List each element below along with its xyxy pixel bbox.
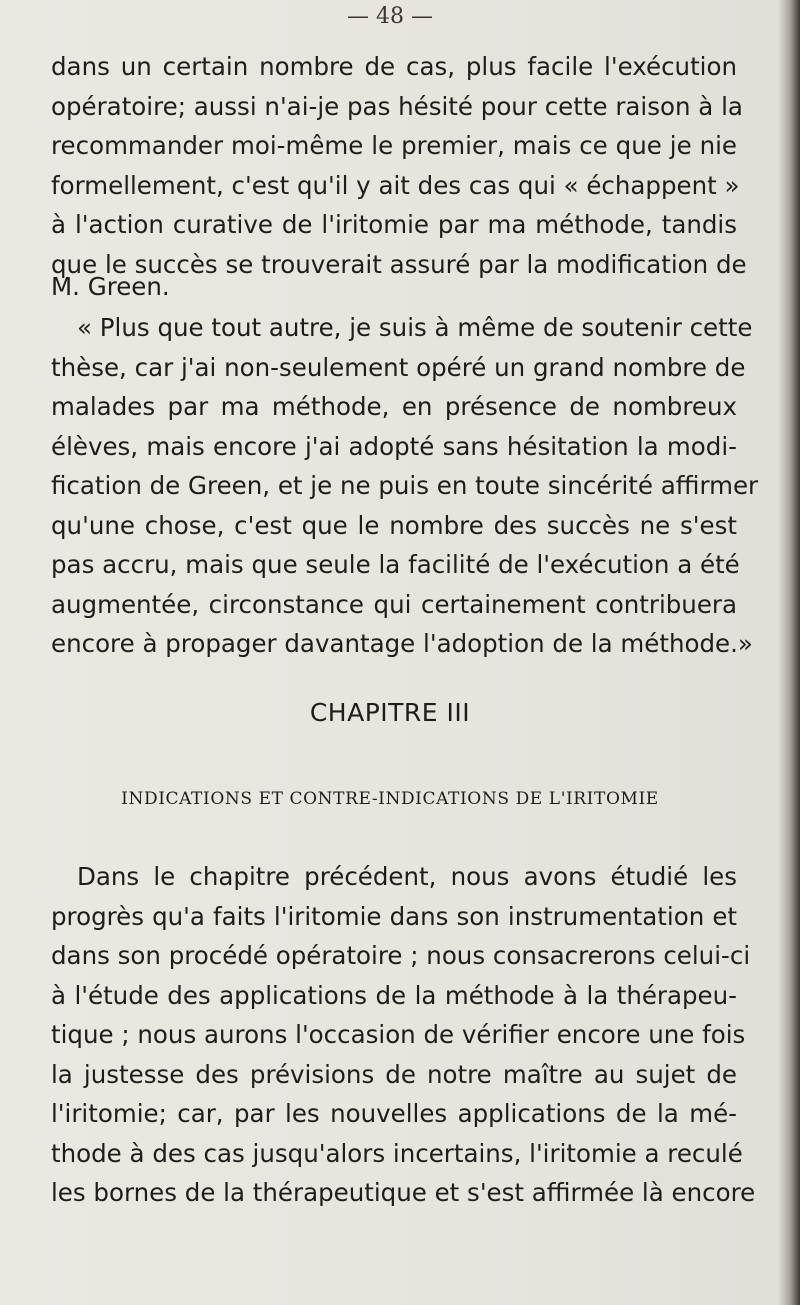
chapter-title: CHAPITRE III	[309, 698, 471, 727]
text-line: augmentée, circonstance qui certainement contribuera	[51, 589, 737, 619]
page-number: — 48 —	[347, 4, 433, 29]
text-line: formellement, c'est qu'il y ait des cas qui « échappent »	[51, 170, 740, 200]
text-line: pas accru, mais que seule la facilité de l'exécution a été	[51, 550, 740, 579]
text-line: élèves, mais encore j'ai adopté sans hésitation la modi-	[51, 431, 737, 461]
text-line: à l'étude des applications de la méthode à la thérapeu-	[51, 980, 737, 1010]
text-line: la justesse des prévisions de notre maître au sujet de	[51, 1059, 737, 1089]
text-line: dans un certain nombre de cas, plus facile l'exécution	[51, 52, 737, 81]
text-line: que le succès se trouverait assuré par la modification de	[51, 249, 747, 279]
text-line: fication de Green, et je ne puis en toute sincérité affirmer	[51, 471, 759, 500]
page-edge-shadow	[778, 0, 800, 1305]
text-line: encore à propager davantage l'adoption de la méthode.»	[51, 629, 753, 658]
text-line: l'iritomie; car, par les nouvelles applications de la mé-	[51, 1099, 737, 1128]
text-line: M. Green.	[51, 272, 170, 301]
paragraph-2	[51, 308, 759, 664]
text-line: tique ; nous aurons l'occasion de vérifier encore une fois	[51, 1020, 746, 1049]
text-line: à l'action curative de l'iritomie par ma méthode, tandis	[51, 210, 737, 239]
text-line: thode à des cas jusqu'alors incertains, l'iritomie a reculé	[51, 1138, 743, 1168]
text-line: opératoire; aussi n'ai-je pas hésité pour cette raison à la	[51, 91, 743, 121]
text-line: qu'une chose, c'est que le nombre des succès ne s'est	[51, 510, 737, 540]
chapter-subtitle: INDICATIONS ET CONTRE-INDICATIONS DE L'IRITOMIE	[121, 789, 659, 809]
text-line: Dans le chapitre précédent, nous avons étudié les	[77, 862, 737, 891]
text-line: progrès qu'a faits l'iritomie dans son instrumentation et	[51, 901, 737, 931]
text-line: les bornes de la thérapeutique et s'est affirmée là encore	[51, 1178, 756, 1207]
paragraph-3	[51, 857, 756, 1213]
text-line: thèse, car j'ai non-seulement opéré un grand nombre de	[51, 352, 746, 382]
text-line: dans son procédé opératoire ; nous consacrerons celui-ci	[51, 941, 751, 970]
text-line: malades par ma méthode, en présence de nombreux	[51, 392, 737, 421]
paragraph-1	[51, 47, 747, 301]
text-line: « Plus que tout autre, je suis à même de soutenir cette	[77, 313, 753, 342]
text-line: recommander moi-même le premier, mais ce que je nie	[51, 131, 737, 160]
